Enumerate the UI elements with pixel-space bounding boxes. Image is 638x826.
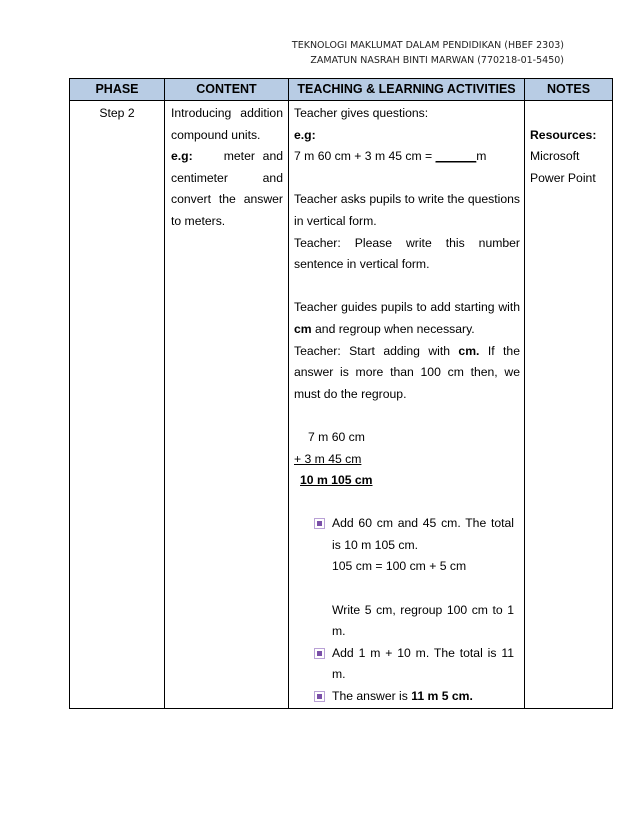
question-unit: m — [476, 149, 487, 164]
header-content: CONTENT — [165, 79, 289, 101]
activity-vertical-form: Teacher asks pupils to write the questions in vertical form. — [294, 192, 520, 228]
calc-result: 10 m 105 cm — [300, 473, 373, 488]
square-bullet-icon — [314, 648, 325, 659]
activity-regroup — [294, 341, 520, 406]
activity-question — [294, 146, 520, 168]
header-phase: PHASE — [70, 79, 165, 101]
phase-label: Step 2 — [99, 106, 135, 120]
calc-line-1: 7 m 60 cm — [308, 429, 365, 444]
step-1-breakdown: 105 cm = 100 cm + 5 cm — [332, 559, 467, 574]
answer-value: 11 m 5 cm. — [411, 689, 473, 704]
header-activities: TEACHING & LEARNING ACTIVITIES — [289, 79, 525, 101]
content-eg-text: meter and centimeter and convert the answer to meters. — [171, 149, 284, 228]
document-header — [292, 38, 564, 68]
answer-blank: ______ — [435, 149, 477, 164]
table-row — [70, 101, 613, 709]
regroup-text-c: If the answer is more than 100 cm then, we must do the regroup. — [294, 343, 520, 401]
header-notes: NOTES — [525, 79, 613, 101]
question-text: 7 m 60 cm + 3 m 45 cm = — [294, 149, 436, 164]
list-item — [314, 686, 514, 708]
activity-guide — [294, 297, 520, 340]
step-2-text: Add 1 m + 10 m. The total is 11 m. — [332, 645, 514, 682]
steps-list — [294, 513, 520, 707]
activity-intro: Teacher gives questions: — [294, 106, 429, 120]
guide-text-bold: cm — [294, 321, 312, 336]
activities-cell — [289, 101, 525, 709]
phase-cell — [70, 101, 165, 709]
square-bullet-icon — [314, 518, 325, 529]
step-1-text: Add 60 cm and 45 cm. The total is 10 m 105 cm. — [332, 516, 514, 552]
header-author-line: ZAMATUN NASRAH BINTI MARWAN (770218-01-5450) — [310, 55, 564, 66]
answer-text: The answer is — [332, 689, 412, 704]
vertical-calculation — [294, 427, 520, 492]
square-bullet-icon — [314, 691, 325, 702]
lesson-plan-table — [69, 78, 613, 709]
guide-text-a: Teacher guides pupils to add starting with — [294, 300, 520, 315]
activity-teacher-prompt: Teacher: Please write this number sentence in vertical form. — [294, 235, 520, 272]
notes-cell — [525, 101, 613, 709]
calc-line-2: + 3 m 45 cm — [294, 451, 362, 466]
list-item — [314, 513, 514, 643]
content-example — [171, 146, 283, 232]
table-header-row — [70, 79, 613, 101]
content-eg-label: e.g: — [171, 149, 193, 164]
header-course-line: TEKNOLOGI MAKLUMAT DALAM PENDIDIKAN (HBEF 2303) — [291, 40, 564, 51]
guide-text-c: and regroup when necessary. — [311, 321, 475, 336]
list-item — [314, 643, 514, 686]
activity-eg-label: e.g: — [294, 127, 316, 142]
regroup-text-a: Teacher: Start adding with — [294, 343, 459, 358]
content-cell — [165, 101, 289, 709]
regroup-text-bold: cm. — [458, 343, 480, 358]
resources-label: Resources: — [530, 127, 597, 142]
content-intro: Introducing addition compound units. — [171, 106, 283, 142]
resources-value: Microsoft Power Point — [530, 149, 596, 185]
step-3-text — [332, 686, 514, 708]
step-1-regroup: Write 5 cm, regroup 100 cm to 1 m. — [332, 602, 514, 639]
